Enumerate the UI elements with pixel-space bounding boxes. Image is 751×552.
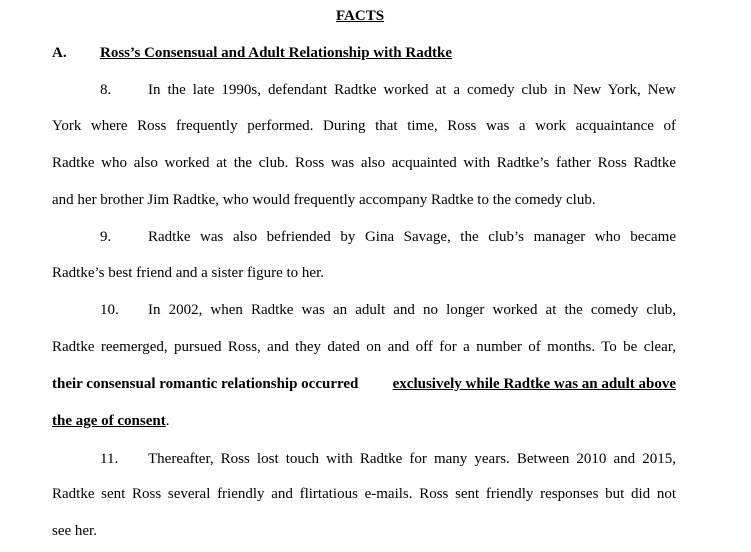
paragraph-line: and her brother Jim Radtke, who would frequently accompany Radtke to the comedy club. bbox=[52, 192, 596, 208]
paragraph-line: see her. bbox=[52, 523, 97, 539]
paragraph-number: 11. bbox=[100, 451, 119, 467]
period-text: . bbox=[165, 413, 170, 429]
bold-text: their consensual romantic relationship occurred bbox=[52, 376, 363, 392]
section-heading: FACTS bbox=[336, 8, 385, 24]
bold-underlined-text: exclusively while Radtke was an adult above bbox=[392, 376, 676, 392]
paragraph-number: 8. bbox=[100, 82, 112, 98]
section-letter: A. bbox=[52, 45, 67, 61]
paragraph-line: Radtke sent Ross several friendly and flirtatious e-mails. Ross sent friendly responses but did not bbox=[52, 486, 676, 502]
paragraph-line: Radtke was also befriended by Gina Savage, the club’s manager who became bbox=[148, 229, 676, 245]
paragraph-number: 9. bbox=[100, 229, 112, 245]
paragraph-line: Radtke’s best friend and a sister figure to her. bbox=[52, 265, 325, 281]
paragraph-line-emphasis bbox=[52, 375, 676, 393]
paragraph-line: York where Ross frequently performed. During that time, Ross was a work acquaintance of bbox=[52, 118, 676, 134]
paragraph-line: Radtke reemerged, pursued Ross, and they dated on and off for a number of months. To be clear, bbox=[52, 339, 676, 355]
paragraph-number: 10. bbox=[100, 302, 119, 318]
paragraph-line: In the late 1990s, defendant Radtke worked at a comedy club in New York, New bbox=[148, 82, 676, 98]
paragraph-line-final bbox=[52, 412, 169, 430]
paragraph-line: Radtke who also worked at the club. Ross was also acquainted with Radtke’s father Ross Radtke bbox=[52, 155, 676, 171]
section-title: Ross’s Consensual and Adult Relationship with Radtke bbox=[100, 45, 453, 61]
paragraph-line: Thereafter, Ross lost touch with Radtke for many years. Between 2010 and 2015, bbox=[148, 451, 676, 467]
bold-underlined-text: the age of consent bbox=[52, 413, 166, 429]
paragraph-line: In 2002, when Radtke was an adult and no longer worked at the comedy club, bbox=[148, 302, 676, 318]
